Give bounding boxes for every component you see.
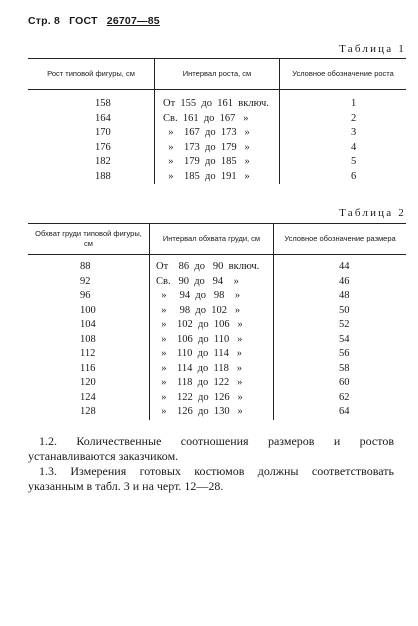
table-cell: От 155 до 161 включ. [155,90,280,112]
table-cell: 158 [95,98,111,109]
chest-size-table [28,223,406,420]
column-header: Рост типовой фигуры, см [28,59,155,90]
table-cell: 124 [80,391,96,403]
table-row [28,318,406,333]
table-cell: 5 [280,155,407,170]
table1-caption: Таблица 1 [339,43,406,55]
table-row [28,405,406,420]
page-number: Стр. 8 [28,15,61,27]
table-cell: 88 [80,261,91,272]
table-cell: 2 [280,112,407,127]
table-cell: » 102 до 106 » [150,318,274,333]
table-cell: 104 [80,319,96,330]
table-cell: » 122 до 126 » [150,391,274,406]
table-row [28,155,406,170]
table-row [28,362,406,377]
table-cell: 52 [274,318,407,333]
table-cell: 188 [95,170,111,182]
table-row [28,391,406,406]
table-row [28,255,406,275]
table-cell: 1 [280,90,407,112]
table-cell: 100 [80,304,96,316]
table-cell: 108 [80,333,96,345]
column-header: Интервал обхвата груди, см [150,224,274,255]
table2-caption: Таблица 2 [339,207,406,219]
table-cell: 64 [274,405,407,420]
table-cell: » 94 до 98 » [150,289,274,304]
table-row [28,170,406,185]
table-cell: 44 [274,255,407,275]
column-header: Условное обозначение роста [280,59,407,90]
table-cell: » 185 до 191 » [155,170,280,185]
table-row [28,275,406,290]
table-row [28,289,406,304]
paragraph-1-3: 1.3. Измерения готовых костюмов должны соответствовать указанным в табл. 3 и на черт. 12—28. [28,464,394,493]
table-cell: » 167 до 173 » [155,126,280,141]
table-row [28,376,406,391]
table-cell: 164 [95,112,111,124]
height-table [28,58,406,184]
page-header [28,15,166,27]
table-cell: 128 [80,406,96,417]
table-cell: 120 [80,377,96,388]
table-cell: Св. 161 до 167 » [155,112,280,127]
table-cell: » 114 до 118 » [150,362,274,377]
table-cell: От 86 до 90 включ. [150,255,274,275]
table-row [28,126,406,141]
table-cell: Св. 90 до 94 » [150,275,274,290]
table-cell: 3 [280,126,407,141]
table-cell: » 106 до 110 » [150,333,274,348]
table-cell: 182 [95,156,111,167]
column-header: Условное обозначение размера [274,224,407,255]
table-cell: 46 [274,275,407,290]
standard-number: 26707—85 [106,15,160,27]
standard-label: ГОСТ [69,15,98,27]
table-row [28,90,406,112]
table-cell: 62 [274,391,407,406]
table-cell: » 110 до 114 » [150,347,274,362]
table-cell: » 173 до 179 » [155,141,280,156]
table-row [28,112,406,127]
table-cell: 48 [274,289,407,304]
table-row [28,304,406,319]
column-header: Обхват груди типовой фигуры, см [28,224,150,255]
paragraph-1-2: 1.2. Количественные соотношения размеров и ростов устанавливаются заказчиком. [28,434,394,463]
table-row [28,333,406,348]
table-cell: » 118 до 122 » [150,376,274,391]
table-cell: 4 [280,141,407,156]
table-header-row [28,224,406,255]
table-cell: 112 [80,348,96,359]
table-row [28,141,406,156]
table-cell: 92 [80,275,91,287]
table-cell: » 98 до 102 » [150,304,274,319]
table-cell: » 126 до 130 » [150,405,274,420]
table-cell: 170 [95,127,111,138]
table-row [28,347,406,362]
table-cell: 54 [274,333,407,348]
table-cell: 96 [80,290,91,301]
table-cell: 58 [274,362,407,377]
table-cell: 116 [80,362,96,374]
table-cell: » 179 до 185 » [155,155,280,170]
table-cell: 6 [280,170,407,185]
table-cell: 60 [274,376,407,391]
table-cell: 50 [274,304,407,319]
table-header-row [28,59,406,90]
table-cell: 176 [95,141,111,153]
column-header: Интервал роста, см [155,59,280,90]
table-cell: 56 [274,347,407,362]
